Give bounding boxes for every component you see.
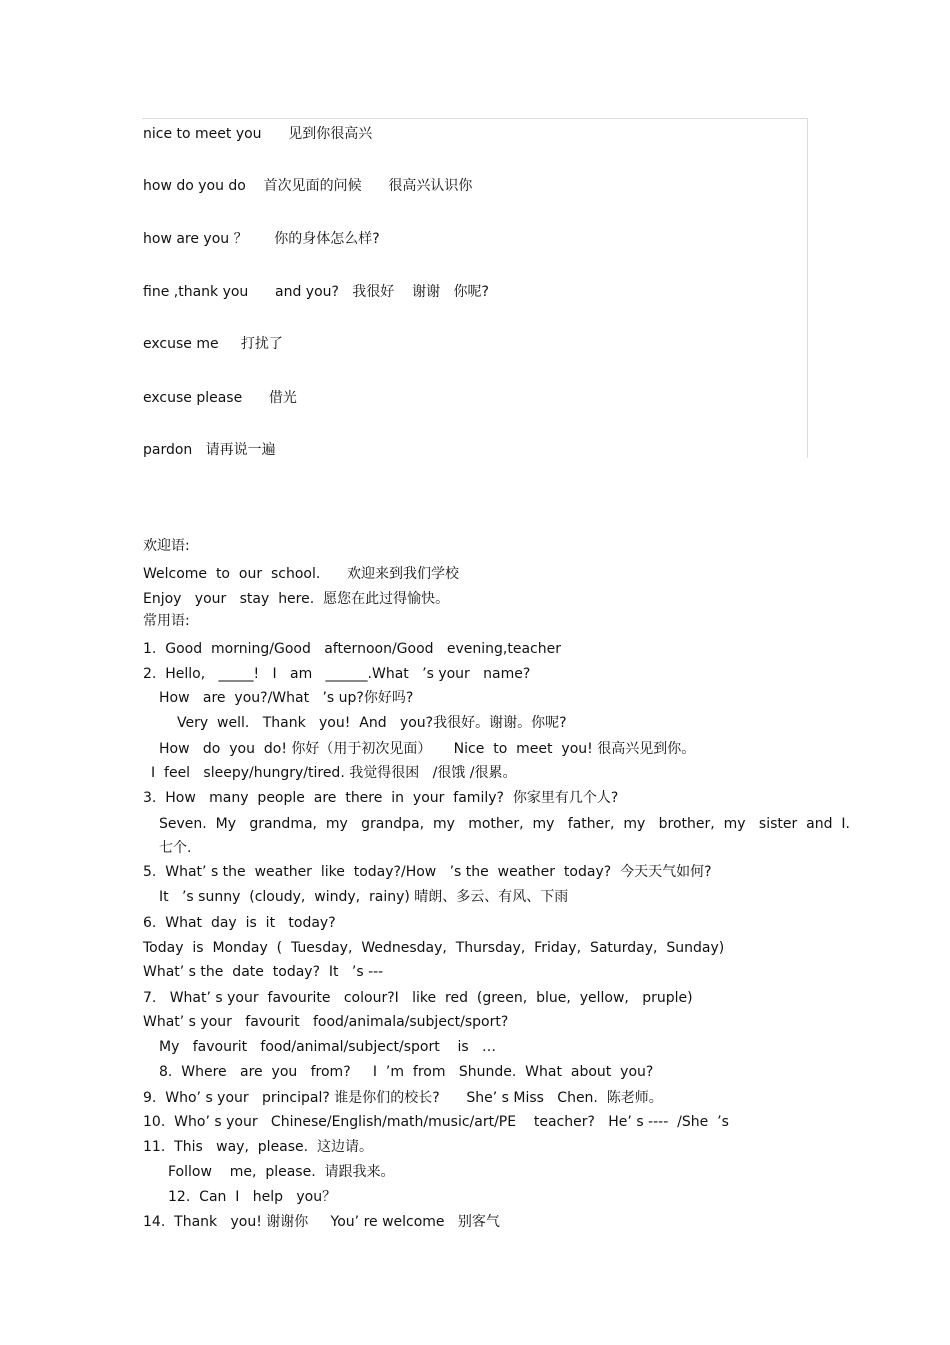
line-enjoy-stay: Enjoy your stay here. 愿您在此过得愉快。 <box>143 591 450 607</box>
line-very-well: Very well. Thank you! And you?我很好。谢谢。你呢? <box>177 715 567 731</box>
line-how-do-you-do: How do you do! 你好（用于初次见面） Nice to meet you! 很高兴见到你。 <box>159 741 696 757</box>
line-its-sunny: It ’s sunny (cloudy, windy, rainy) 晴朗、多云、有风、下雨 <box>159 889 569 905</box>
line-welcome-school: Welcome to our school. 欢迎来到我们学校 <box>143 566 460 582</box>
phrase-nice-to-meet-you: nice to meet you 见到你很高兴 <box>143 126 373 142</box>
line-5-weather: 5. What’ s the weather like today?/How ’s the weather today? 今天天气如何? <box>143 864 712 880</box>
phrase-pardon: pardon 请再说一遍 <box>143 442 276 458</box>
phrase-excuse-me: excuse me 打扰了 <box>143 336 283 352</box>
line-8-where-from: 8. Where are you from? I ’m from Shunde. What about you? <box>159 1064 654 1080</box>
phrase-excuse-please: excuse please 借光 <box>143 390 297 406</box>
line-i-feel: I feel sleepy/hungry/tired. 我觉得很困 /很饿 /很累。 <box>151 765 517 781</box>
line-today-is-monday: Today is Monday ( Tuesday, Wednesday, Thursday, Friday, Saturday, Sunday) <box>143 940 725 956</box>
line-14-thank-you: 14. Thank you! 谢谢你 You’ re welcome 别客气 <box>143 1214 500 1230</box>
heading-common-phrases: 常用语: <box>143 613 190 629</box>
line-11-this-way: 11. This way, please. 这边请。 <box>143 1139 374 1155</box>
line-10-teacher: 10. Who’ s your Chinese/English/math/music/art/PE teacher? He’ s ---- /She ’s <box>143 1114 729 1130</box>
line-9-principal: 9. Who’ s your principal? 谁是你们的校长? She’ s Miss Chen. 陈老师。 <box>143 1090 663 1106</box>
phrase-fine-thank-you: fine ,thank you and you? 我很好 谢谢 你呢? <box>143 284 489 300</box>
phrase-how-do-you-do: how do you do 首次见面的问候 很高兴认识你 <box>143 178 473 194</box>
line-6-what-day: 6. What day is it today? <box>143 915 336 931</box>
line-3-family: 3. How many people are there in your family? 你家里有几个人? <box>143 790 619 806</box>
line-what-date: What’ s the date today? It ’s --- <box>143 964 384 980</box>
line-2-hello: 2. Hello, _____! I am ______.What ’s your name? <box>143 666 531 682</box>
line-seven: Seven. My grandma, my grandpa, my mother, my father, my brother, my sister and I. <box>159 816 850 832</box>
line-7-favourite-colour: 7. What’ s your favourite colour?I like red (green, blue, yellow, pruple) <box>143 990 693 1006</box>
line-follow-me: Follow me, please. 请跟我来。 <box>168 1164 395 1180</box>
line-how-are-you: How are you?/What ’s up?你好吗? <box>159 690 414 706</box>
line-favourit-food: What’ s your favourit food/animala/subject/sport? <box>143 1014 509 1030</box>
line-my-favourit: My favourit food/animal/subject/sport is … <box>159 1039 497 1055</box>
line-seven-zh: 七个. <box>159 840 192 856</box>
line-12-can-i-help: 12. Can I help you？ <box>168 1189 337 1205</box>
phrase-how-are-you: how are you ？ 你的身体怎么样? <box>143 231 380 247</box>
heading-welcome-phrases: 欢迎语: <box>143 538 190 554</box>
line-1-good-morning: 1. Good morning/Good afternoon/Good evening,teacher <box>143 641 561 657</box>
